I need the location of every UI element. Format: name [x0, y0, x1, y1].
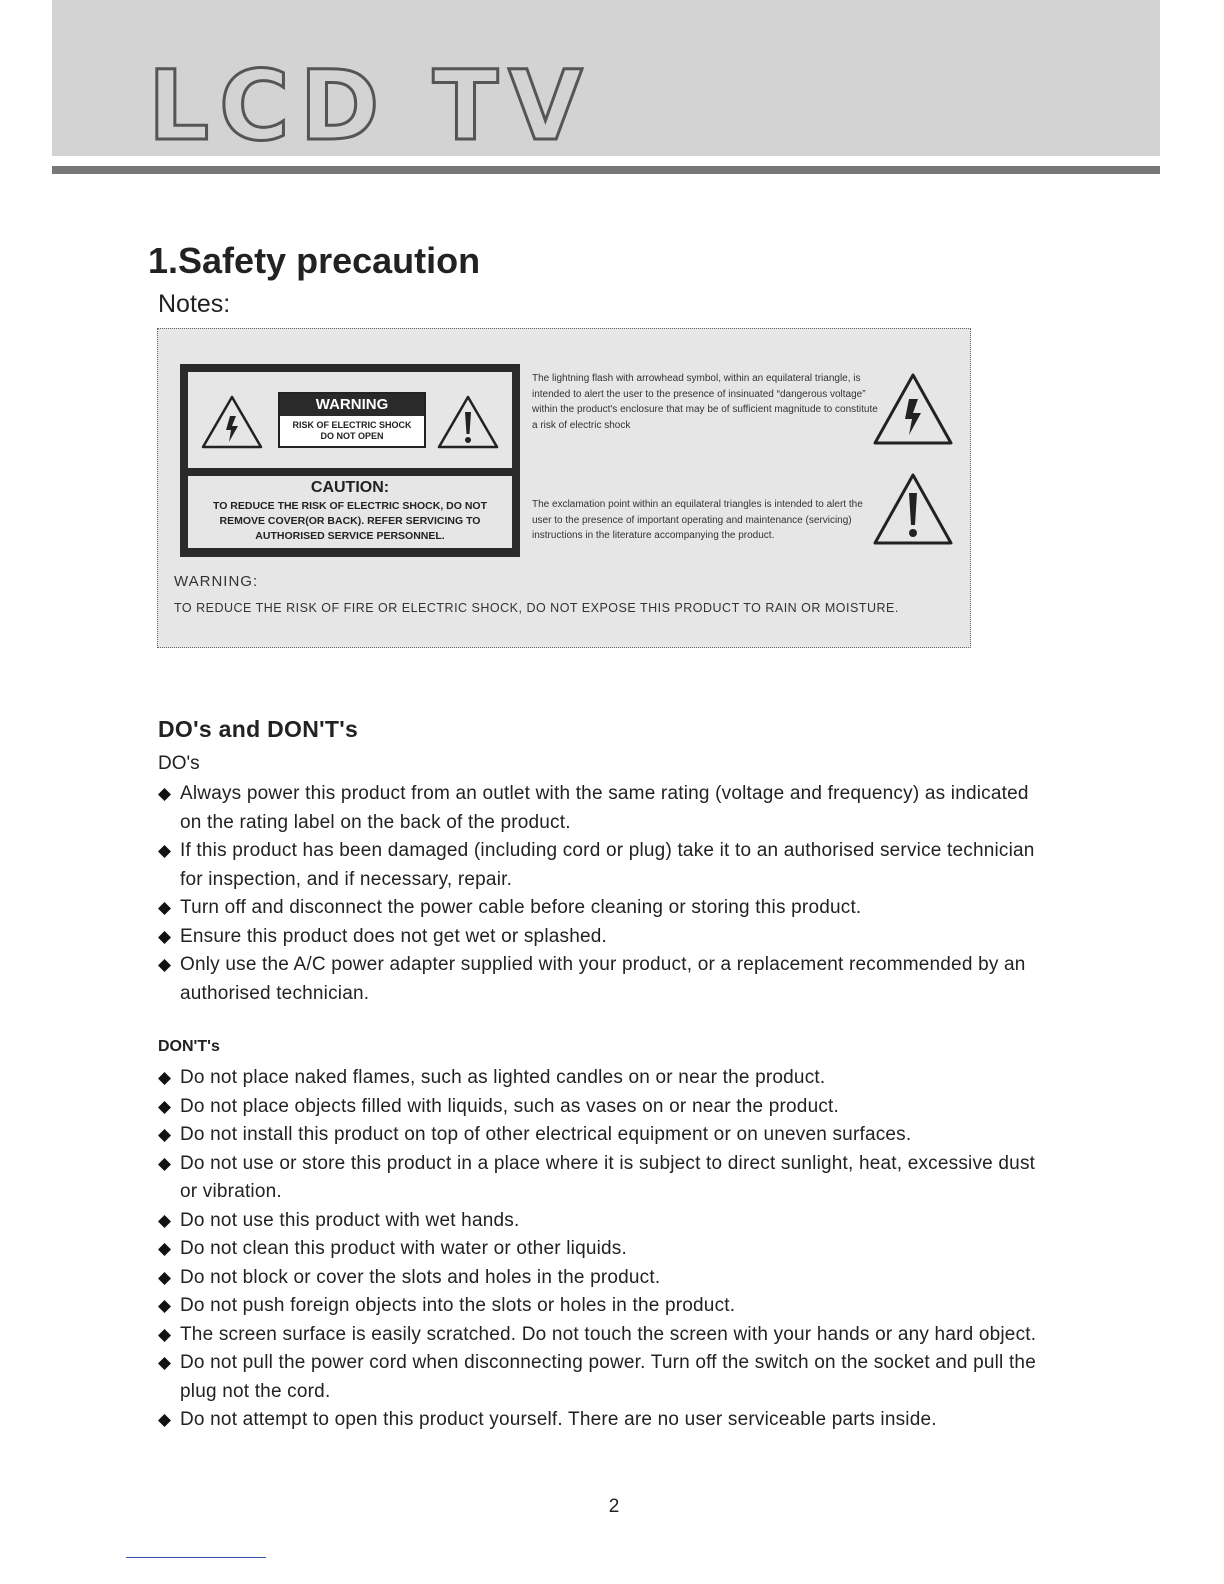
caution-body-line: REMOVE COVER(OR BACK). REFER SERVICING TO	[219, 515, 481, 527]
diamond-bullet-icon	[158, 1243, 171, 1256]
list-item-text: If this product has been damaged (including cord or plug) take it to an authorised service technician for inspection, and if necessary, repair.	[180, 840, 1035, 890]
list-item	[158, 951, 1038, 1008]
diamond-bullet-icon	[158, 1357, 171, 1370]
list-item	[158, 780, 1038, 837]
dos-list	[158, 780, 1038, 1008]
diamond-bullet-icon	[158, 1101, 171, 1114]
caution-label-panel	[188, 476, 512, 548]
list-item	[158, 894, 1038, 923]
lightning-triangle-icon	[200, 394, 264, 450]
diamond-bullet-icon	[158, 1158, 171, 1171]
warning-sign-head: WARNING	[280, 394, 424, 416]
notes-label: Notes:	[158, 290, 231, 318]
diamond-bullet-icon	[158, 1300, 171, 1313]
list-item	[158, 1150, 1038, 1207]
header-rule	[52, 166, 1160, 174]
page-number: 2	[608, 1496, 620, 1517]
caution-body	[188, 499, 512, 544]
caution-body-line: TO REDUCE THE RISK OF ELECTRIC SHOCK, DO NOT	[213, 500, 487, 512]
diamond-bullet-icon	[158, 1272, 171, 1285]
diamond-bullet-icon	[158, 959, 171, 972]
list-item-text: Do not place objects filled with liquids, such as vases on or near the product.	[180, 1095, 839, 1117]
diamond-bullet-icon	[158, 788, 171, 801]
diamond-bullet-icon	[158, 902, 171, 915]
list-item	[158, 1292, 1038, 1321]
list-item-text: Do not place naked flames, such as lighted candles on or near the product.	[180, 1067, 826, 1088]
dos-label: DO's	[158, 753, 200, 774]
diamond-bullet-icon	[158, 931, 171, 944]
list-item-text: Do not push foreign objects into the slots or holes in the product.	[180, 1295, 736, 1316]
list-item	[158, 837, 1038, 894]
warning-sign	[278, 392, 426, 448]
lightning-symbol-icon	[871, 371, 955, 447]
list-item-text: Do not use or store this product in a place where it is subject to direct sunlight, heat, excessive dust or vibration.	[180, 1152, 1036, 1202]
moisture-warning-text: TO REDUCE THE RISK OF FIRE OR ELECTRIC SHOCK, DO NOT EXPOSE THIS PRODUCT TO RAIN OR MOISTURE.	[174, 601, 899, 615]
list-item-text: Always power this product from an outlet with the same rating (voltage and frequency) as indicated on the rating label on the back of the product.	[180, 783, 1029, 833]
list-item-text: Do not pull the power cord when disconnecting power. Turn off the switch on the socket and pull the plug not the cord.	[180, 1352, 1036, 1402]
list-item-text: Do not install this product on top of other electrical equipment or on uneven surfaces.	[180, 1124, 912, 1145]
list-item	[158, 1406, 1038, 1435]
moisture-warning-label: WARNING:	[174, 573, 259, 590]
dos-donts-title: DO's and DON'T's	[158, 716, 359, 742]
warning-sign-sub	[280, 420, 424, 442]
list-item-text: Do not attempt to open this product yourself. There are no user serviceable parts inside.	[180, 1409, 937, 1430]
warning-caution-label	[180, 364, 520, 557]
list-item	[158, 1207, 1038, 1236]
exclamation-triangle-icon	[436, 394, 500, 450]
list-item	[158, 1064, 1038, 1093]
warning-label-panel	[188, 372, 512, 468]
list-item	[158, 1349, 1038, 1406]
list-item-text: The screen surface is easily scratched. Do not touch the screen with your hands or any hard object.	[180, 1323, 1037, 1345]
footer-rule	[126, 1557, 266, 1558]
list-item	[158, 1235, 1038, 1264]
diamond-bullet-icon	[158, 1329, 171, 1342]
page-title: 1.Safety precaution	[148, 240, 481, 281]
list-item-text: Do not clean this product with water or other liquids.	[180, 1238, 627, 1259]
header-title: LCD TV	[148, 50, 593, 162]
diamond-bullet-icon	[158, 1414, 171, 1427]
list-item	[158, 1121, 1038, 1150]
diamond-bullet-icon	[158, 1129, 171, 1142]
notes-box	[157, 328, 971, 648]
list-item	[158, 923, 1038, 952]
diamond-bullet-icon	[158, 1215, 171, 1228]
diamond-bullet-icon	[158, 1072, 171, 1085]
list-item-text: Do not block or cover the slots and holes in the product.	[180, 1266, 661, 1288]
caution-head: CAUTION:	[310, 479, 390, 496]
list-item-text: Only use the A/C power adapter supplied with your product, or a replacement recommended by an authorised technician.	[180, 954, 1026, 1004]
list-item	[158, 1093, 1038, 1122]
warning-sign-sub-line: RISK OF ELECTRIC SHOCK	[292, 420, 412, 430]
list-item-text: Ensure this product does not get wet or splashed.	[180, 925, 607, 947]
warning-sign-sub-line: DO NOT OPEN	[320, 431, 384, 441]
donts-list	[158, 1064, 1038, 1435]
diamond-bullet-icon	[158, 845, 171, 858]
caution-body-line: AUTHORISED SERVICE PERSONNEL.	[255, 530, 445, 542]
lightning-symbol-description: The lightning flash with arrowhead symbol, within an equilateral triangle, is intended to alert the user to the presence of insinuated “dangerous voltage” within the product's enclosure that may be of sufficient magnitude to constitute a risk of electric shock	[532, 373, 878, 431]
list-item-text: Turn off and disconnect the power cable before cleaning or storing this product.	[180, 897, 862, 918]
donts-label: DON'T's	[158, 1038, 220, 1055]
list-item	[158, 1321, 1038, 1350]
exclamation-symbol-icon	[871, 471, 955, 547]
list-item	[158, 1264, 1038, 1293]
exclamation-symbol-description: The exclamation point within an equilateral triangles is intended to alert the user to the presence of important operating and maintenance (servicing) instructions in the literature accompanying the product.	[532, 499, 863, 541]
list-item-text: Do not use this product with wet hands.	[180, 1209, 520, 1231]
